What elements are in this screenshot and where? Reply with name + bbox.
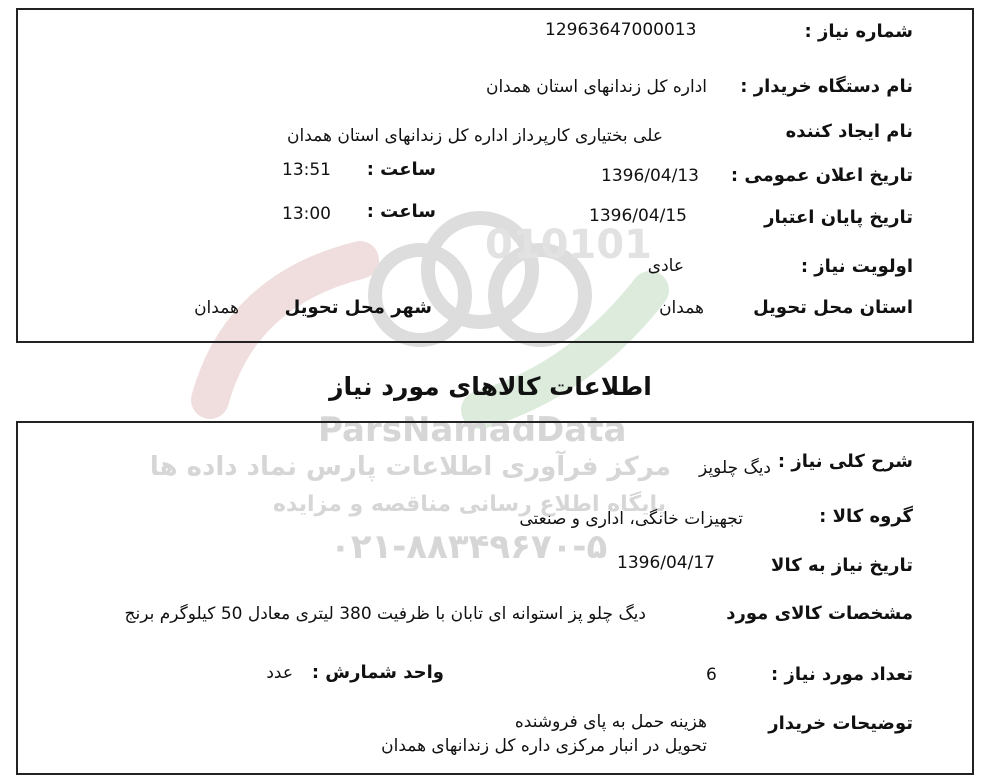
need-date-label: تاریخ نیاز به کالا bbox=[771, 555, 913, 576]
specs-label: مشخصات کالای مورد bbox=[726, 603, 913, 624]
priority: عادی bbox=[647, 256, 684, 276]
delivery-province: همدان bbox=[659, 298, 704, 318]
expiry-date: 1396/04/15 bbox=[589, 206, 687, 226]
announce-date-label: تاریخ اعلان عمومی : bbox=[730, 165, 913, 186]
expiry-time: 13:00 bbox=[282, 204, 331, 224]
buyer-org-label: نام دستگاه خریدار : bbox=[740, 76, 913, 97]
description: دیگ چلوپز bbox=[699, 458, 771, 478]
group-label: گروه کالا : bbox=[819, 506, 913, 527]
need-date: 1396/04/17 bbox=[617, 553, 715, 573]
delivery-city: همدان bbox=[194, 298, 239, 318]
delivery-city-label: شهر محل تحویل bbox=[284, 297, 432, 318]
buyer-notes-line2: تحویل در انبار مرکزی داره کل زندانهای همدان bbox=[381, 736, 707, 756]
buyer-notes-label: توضیحات خریدار bbox=[768, 713, 913, 734]
announce-time-label: ساعت : bbox=[366, 159, 436, 180]
specs: دیگ چلو پز استوانه ای تابان با ظرفیت 380 لیتری معادل 50 کیلوگرم برنج bbox=[124, 604, 646, 624]
watermark-line1: مرکز فرآوری اطلاعات پارس نماد داده ها bbox=[149, 452, 671, 482]
quantity-label: تعداد مورد نیاز : bbox=[771, 664, 913, 685]
creator: علی بختیاری کارپرداز اداره کل زندانهای استان همدان bbox=[287, 126, 663, 146]
creator-label: نام ایجاد کننده bbox=[785, 121, 913, 142]
watermark-line2: پایگاه اطلاع رسانی مناقصه و مزایده bbox=[273, 492, 666, 517]
delivery-province-label: استان محل تحویل bbox=[753, 297, 913, 318]
need-number: 12963647000013 bbox=[545, 20, 697, 40]
unit-label: واحد شمارش : bbox=[311, 662, 444, 683]
buyer-notes-line1: هزینه حمل به پای فروشنده bbox=[514, 712, 707, 732]
buyer-org: اداره کل زندانهای استان همدان bbox=[485, 77, 707, 97]
expiry-time-label: ساعت : bbox=[366, 201, 436, 222]
quantity: 6 bbox=[706, 665, 717, 685]
priority-label: اولویت نیاز : bbox=[800, 256, 913, 277]
announce-date: 1396/04/13 bbox=[601, 166, 699, 186]
need-number-label: شماره نیاز : bbox=[804, 21, 913, 42]
expiry-date-label: تاریخ پایان اعتبار bbox=[764, 207, 913, 228]
watermark-phone: ۰۲۱-۸۸۳۴۹۶۷۰-۵ bbox=[330, 527, 608, 567]
description-label: شرح کلی نیاز : bbox=[777, 451, 913, 472]
section-title: اطلاعات کالاهای مورد نیاز bbox=[329, 372, 652, 401]
group: تجهیزات خانگی، اداری و صنعتی bbox=[519, 509, 743, 529]
announce-time: 13:51 bbox=[282, 160, 331, 180]
watermark-digits: 010101 bbox=[485, 222, 652, 268]
unit: عدد bbox=[266, 663, 293, 683]
watermark-brand: ParsNamadData bbox=[318, 410, 627, 450]
